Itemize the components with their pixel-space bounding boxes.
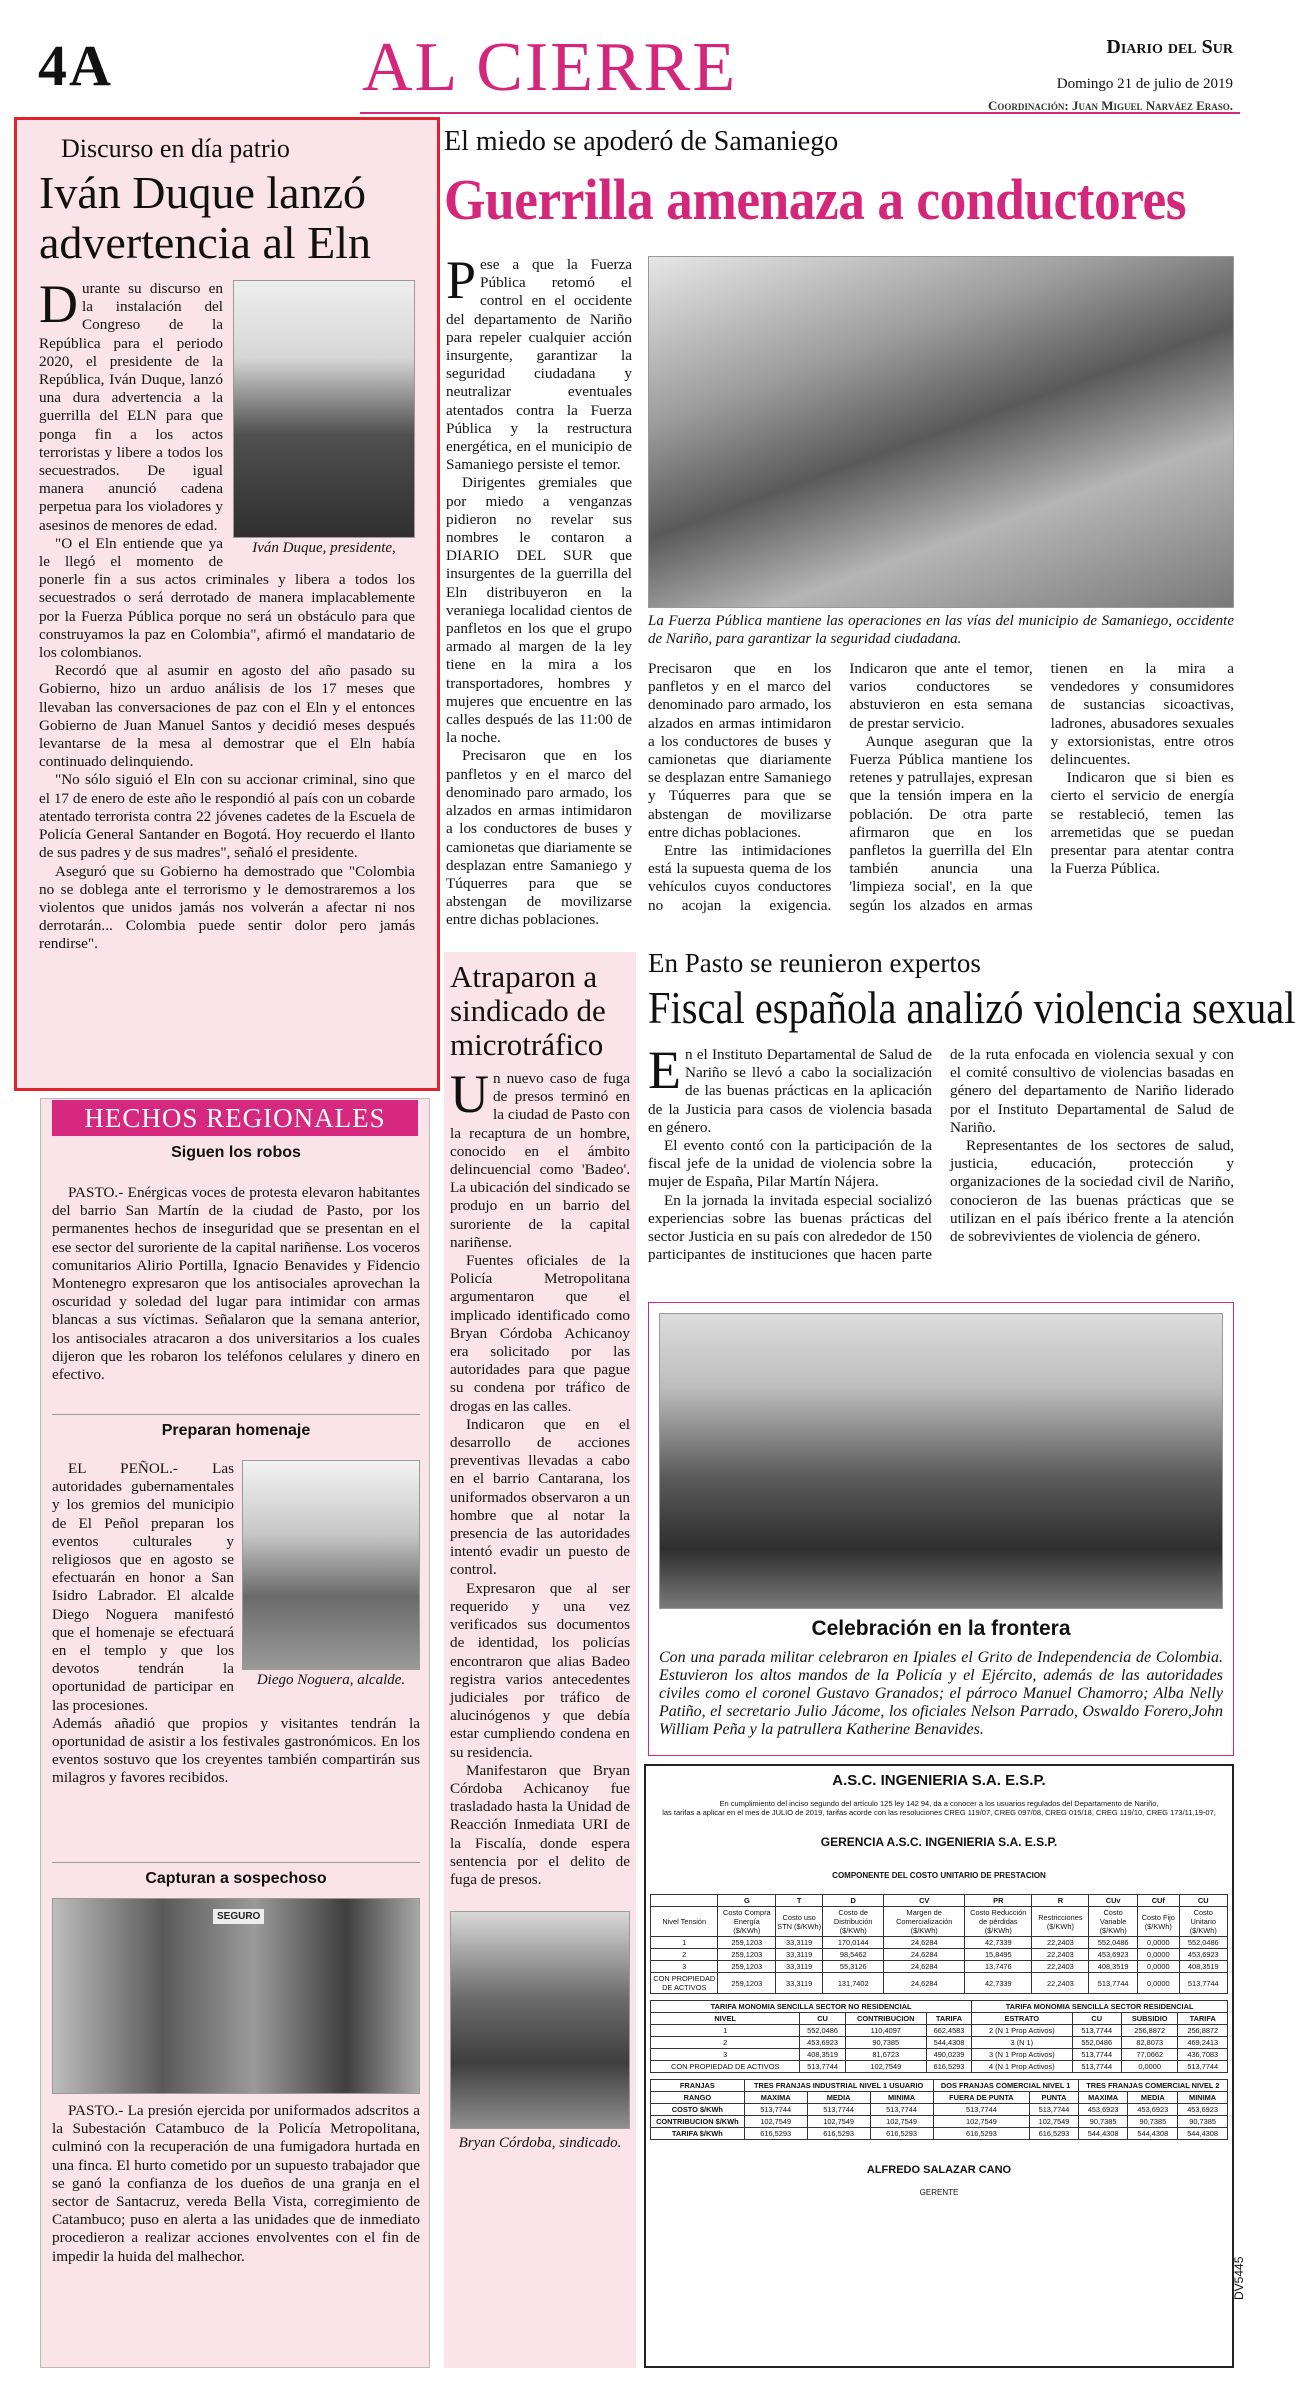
table-cell: 24,6284 (884, 1937, 965, 1949)
main-p1: Pese a que la Fuerza Pública retomó el control en el occidente del departamento de Nariño para repeler cualquier acción insurgente, garantizar la seguridad ciudadana y neutralizar eventuales atentados contra la Fuerza Pública y la restructura energética, en el municipio de Samaniego persiste el temor. (446, 250, 632, 474)
table-cell: 33,3119 (776, 1937, 823, 1949)
table-row (651, 1973, 1228, 1994)
t1-col-name: Costo Unitario ($/KWh) (1179, 1907, 1227, 1937)
table-cell: 77,0662 (1121, 2049, 1178, 2061)
main-p6: Indicaron que si bien es cierto el servicio de energía se restableció, temen las arremetidas que se puedan presentar para atentar contra la Fuerza Pública. (1050, 769, 1234, 878)
robos-title: Siguen los robos (171, 1144, 301, 1161)
table-cell: 102,7549 (845, 2061, 926, 2073)
table-cell: 55,3126 (823, 1961, 884, 1973)
table-cell: 513,7744 (1072, 2061, 1121, 2073)
table-cell: 552,0486 (1072, 2037, 1121, 2049)
t3-col: FUERA DE PUNTA (933, 2092, 1030, 2104)
frontera-photo (659, 1313, 1223, 1609)
duque-photo (233, 280, 415, 538)
table-cell: 616,5293 (744, 2128, 807, 2140)
table-cell: 513,7744 (1089, 1973, 1138, 1994)
table-cell: 436,7083 (1178, 2049, 1228, 2061)
duque-p2: "O el Eln entiende que ya le llegó el momento de ponerle fin a sus actos criminales y libera a todos los secuestrados o será derrotado de manera implacablemente por la Fuerza Pública porque no será un obstáculo para que construyamos la paz en Colombia", afirmó el mandatario de los colombianos. (39, 534, 415, 662)
table-cell: 98,5462 (823, 1949, 884, 1961)
table-cell: 513,7744 (933, 2104, 1030, 2116)
t1-col-name: Nivel Tensión (651, 1907, 718, 1937)
table-cell: 513,7744 (800, 2061, 845, 2073)
table-cell: 2 (651, 1949, 718, 1961)
t1-col-name: Costo Compra Energía ($/KWh) (718, 1907, 776, 1937)
ad-table1-title: COMPONENTE DEL COSTO UNITARIO DE PRESTACION (832, 1871, 1046, 1880)
ad-gerencia: GERENCIA A.S.C. INGENIERIA S.A. E.S.P. (820, 1835, 1058, 1849)
sospechoso-text: PASTO.- La presión ejercida por uniformados adscritos a la Subestación Catambuco de la Policía Metropolitana, culminó con la recuperación de una fumigadora hurtada en una finca. El hurto cometido por un supuesto trabajador que se ganó la confianza de los dueños de una granja en el sector de Santacruz, vereda Bella Vista, corregimiento de Catambuco; puso en alerta a las unidades que de inmediato procedieron a realizar acciones envolventes con el fin de impedir la huida del malhechor. (52, 2102, 420, 2265)
frontera-title: Celebración en la frontera (811, 1617, 1071, 1640)
table-cell: 22,2403 (1032, 1961, 1089, 1973)
seguro-sign: SEGURO (213, 1909, 264, 1924)
sospechoso-section (52, 1870, 420, 2266)
t3-col: MEDIA (1128, 2092, 1178, 2104)
ad-signer: ALFREDO SALAZAR CANO (866, 2164, 1012, 2176)
t1-col-letter: D (823, 1895, 884, 1907)
table-cell: 662,4583 (926, 2025, 971, 2037)
asc-ad (644, 1764, 1234, 2368)
t1-col-name: Costo de Distribución ($/KWh) (823, 1907, 884, 1937)
t2-left-title: TARIFA MONOMIA SENCILLA SECTOR NO RESIDENCIAL (651, 2001, 972, 2013)
sospechoso-title: Capturan a sospechoso (145, 1870, 327, 1887)
table-cell: 22,2403 (1032, 1973, 1089, 1994)
table-cell: 90,7385 (1078, 2116, 1128, 2128)
page-number: 4A (38, 33, 113, 98)
duque-story-box (14, 117, 440, 1091)
table-cell: 1 (651, 1937, 718, 1949)
table-cell: 3 (N 1 Prop Activos) (972, 2049, 1072, 2061)
t2-col: CU (800, 2013, 845, 2025)
ad-signer-title: GERENTE (919, 2188, 959, 2197)
table-cell: 22,2403 (1032, 1949, 1089, 1961)
main-photo (648, 256, 1234, 608)
t2-col: CONTRIBUCION (845, 2013, 926, 2025)
t1-col-name: Costo Variable ($/KWh) (1089, 1907, 1138, 1937)
main-lower-text (648, 660, 1234, 946)
table-cell: 42,7339 (965, 1973, 1032, 1994)
robos-section (52, 1144, 420, 1384)
micro-p5: Manifestaron que Bryan Córdoba Achicanoy fue trasladado hasta la Unidad de Reacción Inmediata URI de la Fiscalía, donde espera sentencia por el delito de fuga de presos. (450, 1761, 630, 1888)
table-cell: 90,7385 (1128, 2116, 1178, 2128)
t1-col-letter: G (718, 1895, 776, 1907)
table-row (651, 1937, 1228, 1949)
table-cell: 82,8073 (1121, 2037, 1178, 2049)
table-cell: 552,0486 (800, 2025, 845, 2037)
table-cell: 3 (N 1) (972, 2037, 1072, 2049)
table-cell: 453,6923 (1178, 2104, 1228, 2116)
table-cell: 256,8872 (1121, 2025, 1178, 2037)
section-title: AL CIERRE (362, 29, 738, 106)
table-cell: 513,7744 (744, 2104, 807, 2116)
main-kicker: El miedo se apoderó de Samaniego (444, 126, 839, 157)
table-cell: 544,4308 (1078, 2128, 1128, 2140)
t3-col: MEDIA (807, 2092, 870, 2104)
table-cell: CON PROPIEDAD DE ACTIVOS (651, 2061, 800, 2073)
table-cell: 3 (651, 1961, 718, 1973)
t3-group: TRES FRANJAS INDUSTRIAL NIVEL 1 USUARIO (744, 2080, 933, 2092)
table-cell: 33,3119 (776, 1973, 823, 1994)
table-cell: 490,0239 (926, 2049, 971, 2061)
t1-col-name: Costo Fijo ($/KWh) (1138, 1907, 1180, 1937)
micro-p3: Indicaron que en el desarrollo de acciones preventivas llevadas a cabo en el barrio Cantarana, los uniformados observaron a un hombre que al notar la presencia de las autoridades intentó evadir un puesto de control. (450, 1415, 630, 1579)
table-cell: 552,0486 (1179, 1937, 1227, 1949)
t3-col: MAXIMA (744, 2092, 807, 2104)
coordination-credit: Coordinación: Juan Miguel Narváez Eraso. (988, 98, 1233, 113)
table-cell: 453,6923 (1179, 1949, 1227, 1961)
table-cell: 453,6923 (1089, 1949, 1138, 1961)
table-cell: 0,0000 (1138, 1937, 1180, 1949)
t1-col-letter: CU (1179, 1895, 1227, 1907)
table-cell: 24,6284 (884, 1961, 965, 1973)
table-cell: 408,3519 (800, 2049, 845, 2061)
table-cell: 408,3519 (1179, 1961, 1227, 1973)
ad-code: DV5445 (1232, 2256, 1246, 2300)
table-cell: 544,4308 (1128, 2128, 1178, 2140)
table-cell: 616,5293 (926, 2061, 971, 2073)
table-cell: 408,3519 (1089, 1961, 1138, 1973)
t1-col-letter: R (1032, 1895, 1089, 1907)
table-cell: 513,7744 (1030, 2104, 1078, 2116)
t1-col-letter: CUf (1138, 1895, 1180, 1907)
fiscal-p3: En la jornada la invitada especial socializó experiencias sobre las buenas prácticas del sector Justicia en su país con alrededor de 150 participantes de instituciones que hacen parte de la ruta enfocada en violencia sexual y con el comité consultivo de violencias basadas en género del departamento de Nariño liderado por el Instituto Departamental de Salud de Nariño. (648, 1046, 1234, 1264)
micro-p1: Un nuevo caso de fuga de presos terminó en la ciudad de Pasto con la recaptura de un hombre, conocido en el ámbito delincuencial como 'Badeo'. La ubicación del sindicado se produjo en un barrio del suroriente de la capital nariñense. (450, 1064, 630, 1251)
t2-col: NIVEL (651, 2013, 800, 2025)
table-cell: 513,7744 (1178, 2061, 1228, 2073)
table-cell: 513,7744 (1072, 2049, 1121, 2061)
ad-company: A.S.C. INGENIERIA S.A. E.S.P. (832, 1772, 1046, 1789)
table-cell: 453,6923 (1078, 2104, 1128, 2116)
t3-col: MINIMA (870, 2092, 933, 2104)
table-cell: COSTO $/KWh (651, 2104, 745, 2116)
main-p5: Aunque aseguran que la Fuerza Pública mantiene los retenes y patrullajes, expresan que la tensión impera en la población. De otra parte afirmaron que en los panfletos la guerrilla del Eln también anuncia una 'limpieza social', en la que según los alzados en armas tienen en la mira a vendedores y consumidores de sustancias sicoactivas, ladrones, abusadores sexuales y extorsionistas, entre otros delincuentes. (849, 660, 1234, 914)
table-cell: 33,3119 (776, 1949, 823, 1961)
sospechoso-photo (52, 1898, 420, 2094)
main-headline: Guerrilla amenaza a conductores (444, 167, 1187, 232)
t2-col: TARIFA (1178, 2013, 1228, 2025)
table-cell: 90,7385 (1178, 2116, 1228, 2128)
table-cell: 616,5293 (870, 2128, 933, 2140)
duque-p1: Durante su discurso en la instalación del Congreso de la República para el periodo 2020, el presidente de la República, Iván Duque, lanzó una dura advertencia a la guerrilla del ELN para que ponga fin a los actos terroristas y libere a todos los secuestrados. De igual manera anunció cadena perpetua para los violadores y asesinos de menores de edad. (39, 274, 223, 534)
duque-p3: Recordó que al asumir en agosto del año pasado su Gobierno, hizo un arduo análisis de los 17 meses que llevaban las conversaciones de paz con el Eln y el entonces Gobierno de Juan Manuel Santos y decidió meses después levantarse de la mesa al demostrar que el Eln había continuado delinquiendo. (39, 662, 415, 771)
ad-notice-2: las tarifas a aplicar en el mes de JULIO de 2019, tarifas acorde con las resoluciones CREG 119/07, CREG 097/08, CREG 015/18, CREG 119/10, CREG 173/11,19-07, (662, 1808, 1216, 1817)
t1-col-letter: T (776, 1895, 823, 1907)
table-cell: 15,8495 (965, 1949, 1032, 1961)
table-cell: 453,6923 (1128, 2104, 1178, 2116)
t1-col-letter: PR (965, 1895, 1032, 1907)
table-cell: 102,7549 (1030, 2116, 1078, 2128)
table-cell: 22,2403 (1032, 1937, 1089, 1949)
table-cell: 513,7744 (807, 2104, 870, 2116)
table-cell: 513,7744 (870, 2104, 933, 2116)
table-cell: 2 (651, 2037, 800, 2049)
homenaje-text-1: EL PEÑOL.- Las autoridades gubernamentales y los gremios del municipio de El Peñol preparan los eventos culturales y religiosos que en agosto se efectuarán en honor a San Isidro Labrador. El alcalde Diego Noguera manifestó que el homenaje se efectuará en el templo y que los devotos tendrán la oportunidad de participar en las procesiones. (52, 1460, 234, 1714)
t1-col-name: Costo Reducción de pérdidas ($/KWh) (965, 1907, 1032, 1937)
t1-col-name: Costo uso STN ($/KWh) (776, 1907, 823, 1937)
cordoba-caption: Bryan Córdoba, sindicado. (458, 2135, 622, 2152)
newspaper-name: Diario del Sur (1106, 36, 1233, 58)
duque-headline: Iván Duque lanzó advertencia al Eln (39, 167, 372, 268)
t3-col: RANGO (651, 2092, 745, 2104)
micro-p4: Expresaron que al ser requerido y una vez verificados sus documentos de identidad, los policías encontraron que alias Badeo registra varios antecedentes judiciales por tráfico de alucinógenos y que debía estar cumpliendo condena en su residencia. (450, 1579, 630, 1761)
table-cell: 616,5293 (1030, 2128, 1078, 2140)
table-cell: 13,7476 (965, 1961, 1032, 1973)
hechos-divider-2 (52, 1862, 420, 1863)
table-cell: 544,4308 (1178, 2128, 1228, 2140)
homenaje-text-2: Además añadió que propios y visitantes tendrán la oportunidad de asistir a los festivales gastronómicos. En los eventos sostuvo que los creyentes también compartirán sus milagros y favores recibidos. (52, 1714, 420, 1787)
t3-col: PUNTA (1030, 2092, 1078, 2104)
tarifa-monomia-table (650, 2000, 1228, 2073)
homenaje-title: Preparan homenaje (161, 1422, 311, 1439)
table-cell: 24,6284 (884, 1949, 965, 1961)
fiscal-p4: Representantes de los sectores de salud, justicia, educación, protección y organizaciones de la sociedad civil de Nariño, conocieron de las buenas prácticas que se utilizan en el país ibérico frente a la atención de sobrevivientes de violencia de género. (950, 1137, 1234, 1246)
t3-col: MINIMA (1178, 2092, 1228, 2104)
homenaje-section (52, 1422, 420, 1788)
table-row (651, 1949, 1228, 1961)
table-cell: 110,4097 (845, 2025, 926, 2037)
hechos-banner: HECHOS REGIONALES (52, 1100, 418, 1136)
fiscal-headline: Fiscal española analizó violencia sexual (648, 982, 1295, 1033)
table-cell: 24,6284 (884, 1973, 965, 1994)
table-row (651, 1961, 1228, 1973)
duque-kicker: Discurso en día patrio (61, 134, 290, 163)
t1-col-letter: CUv (1089, 1895, 1138, 1907)
table-cell: 453,6923 (800, 2037, 845, 2049)
fiscal-kicker: En Pasto se reunieron expertos (648, 948, 981, 978)
microtrafico-headline: Atraparon a sindicado de microtráfico (450, 959, 606, 1062)
table-cell: 131,7402 (823, 1973, 884, 1994)
table-cell: CONTRIBUCION $/KWh (651, 2116, 745, 2128)
table-cell: 544,4308 (926, 2037, 971, 2049)
main-col-1 (446, 250, 632, 929)
duque-p5: Aseguró que su Gobierno ha demostrado que "Colombia no se doblega ante el terrorismo y le demostraremos a los violentos que unidos jamás nos volverán a afectar ni nos derrotarán... Colombia puede sentir dolor pero jamás rendirse". (39, 862, 415, 953)
t2-col: CU (1072, 2013, 1121, 2025)
table-cell: 0,0000 (1138, 1973, 1180, 1994)
fiscal-text (648, 1040, 1234, 1292)
t3-group: DOS FRANJAS COMERCIAL NIVEL 1 (933, 2080, 1078, 2092)
table-cell: 4 (N 1 Prop Activos) (972, 2061, 1072, 2073)
main-p3a: Precisaron que en los panfletos y en el marco del denominado paro armado, los alzados en armas intimidaron a los conductores de buses y camionetas que diariamente se desplazan entre Samaniego y Túquerres para que se abstengan de movilizarse entre dichas poblaciones. (446, 747, 632, 929)
table-row (651, 2025, 1228, 2037)
micro-p2: Fuentes oficiales de la Policía Metropolitana argumentaron que el implicado identificado como Bryan Córdoba Achicanoy era solicitado por las autoridades para que pague su condena por tráfico de drogas en las calles. (450, 1252, 630, 1415)
cost-component-table (650, 1894, 1228, 1994)
table-cell: 102,7549 (744, 2116, 807, 2128)
t2-col: TARIFA (926, 2013, 971, 2025)
table-cell: 3 (651, 2049, 800, 2061)
cordoba-photo (450, 1911, 630, 2129)
table-cell: 170,0144 (823, 1937, 884, 1949)
table-cell: 33,3119 (776, 1961, 823, 1973)
table-cell: 42,7339 (965, 1937, 1032, 1949)
table-row (651, 2104, 1228, 2116)
main-p4: Entre las intimidaciones está la supuesta quema de los vehículos cuyos conductores no acojan la exigencia. Indicaron que ante el temor, varios conductores se abstuvieron en esta semana de prestar servicio. (648, 660, 1033, 914)
table-cell: 102,7549 (870, 2116, 933, 2128)
table-cell: 1 (651, 2025, 800, 2037)
t2-col: ESTRATO (972, 2013, 1072, 2025)
table-row (651, 2061, 1228, 2073)
table-cell: 259,1203 (718, 1937, 776, 1949)
header-date: Domingo 21 de julio de 2019 (1056, 76, 1233, 92)
robos-text: PASTO.- Enérgicas voces de protesta elevaron habitantes del barrio San Martín de la ciudad de Pasto, por los permanentes hechos de inseguridad que se presentan en el ese sector del suroriente de la capital nariñense. Los voceros comunitarios Alirio Portilla, Ignacio Benavides y Fidencio Montenegro expresaron que los antisociales aprovechan la oscuridad y soledad del lugar para intimidar con armas blancas a sus víctimas. Señalaron que la semana anterior, los antisociales atracaron a dos universitarios a los cuales dijeron que les robaron los teléfonos celulares y dinero en efectivo. (52, 1184, 420, 1384)
franjas-table (650, 2079, 1228, 2140)
table-cell: 616,5293 (807, 2128, 870, 2140)
table-cell: 469,2413 (1178, 2037, 1228, 2049)
microtrafico-box (444, 952, 636, 2368)
duque-p4: "No sólo siguió el Eln con su accionar criminal, sino que el 17 de enero de este año le respondió al país con un cobarde atentado terrorista contra 22 jóvenes cadetes de la Escuela de Policía General Santander en Bogotá. Hoy recuerdo el llanto de sus padres y de sus madres", señaló el presidente. (39, 771, 415, 862)
t2-col: SUBSIDIO (1121, 2013, 1178, 2025)
table-cell: 0,0000 (1138, 1961, 1180, 1973)
table-cell: 81,6723 (845, 2049, 926, 2061)
table-cell: 256,8872 (1178, 2025, 1228, 2037)
table-cell: 0,0000 (1138, 1949, 1180, 1961)
t1-empty (651, 1895, 718, 1907)
t3-group: FRANJAS (651, 2080, 745, 2092)
table-row (651, 2128, 1228, 2140)
table-row (651, 2049, 1228, 2061)
main-photo-caption: La Fuerza Pública mantiene las operaciones en las vías del municipio de Samaniego, occidente de Nariño, para garantizar la seguridad ciudadana. (648, 613, 1234, 647)
table-cell: 513,7744 (1179, 1973, 1227, 1994)
table-cell: 513,7744 (1072, 2025, 1121, 2037)
noguera-caption: Diego Noguera, alcalde. (256, 1672, 406, 1688)
fiscal-p2: El evento contó con la participación de la fiscal jefe de la unidad de violencia sobre la mujer de España, Pilar Martín Nájera. (648, 1137, 932, 1191)
table-cell: 0,0000 (1121, 2061, 1178, 2073)
t1-col-letter: CV (884, 1895, 965, 1907)
table-cell: 2 (N 1 Prop Activos) (972, 2025, 1072, 2037)
table-row (651, 2116, 1228, 2128)
table-cell: 552,0486 (1089, 1937, 1138, 1949)
frontera-box (648, 1302, 1234, 1756)
ad-notice-1: En cumplimiento del inciso segundo del artículo 125 ley 142 94, da a conocer a los usuarios regulados del Departamento de Nariño, (719, 1799, 1159, 1808)
table-cell: 259,1203 (718, 1973, 776, 1994)
duque-photo-caption: Iván Duque, presidente, (252, 540, 396, 556)
table-cell: 259,1203 (718, 1949, 776, 1961)
table-cell: TARIFA $/KWh (651, 2128, 745, 2140)
table-cell: 102,7549 (933, 2116, 1030, 2128)
table-cell: 259,1203 (718, 1961, 776, 1973)
t3-group: TRES FRANJAS COMERCIAL NIVEL 2 (1078, 2080, 1227, 2092)
main-p2: Dirigentes gremiales que por miedo a venganzas pidieron no revelar sus nombres le contaron a DIARIO DEL SUR que insurgentes de la guerrilla del Eln distribuyeron en la veraniega localidad cientos de panfletos en los que el grupo armado al margen de la ley tiene en la mira a los transportadores, hombres y mujeres que encuentre en las calles después de las 11:00 de la noche. (446, 474, 632, 747)
t1-col-name: Restricciones ($/KWh) (1032, 1907, 1089, 1937)
table-cell: CON PROPIEDAD DE ACTIVOS (651, 1973, 718, 1994)
main-p3: Precisaron que en los panfletos y en el marco del denominado paro armado, los alzados en armas intimidaron a los conductores de buses y camionetas que diariamente se desplazan entre Samaniego y Túquerres para que se abstengan de movilizarse entre dichas poblaciones. (648, 660, 832, 841)
t1-col-name: Margen de Comercialización ($/KWh) (884, 1907, 965, 1937)
t3-col: MAXIMA (1078, 2092, 1128, 2104)
frontera-caption: Con una parada militar celebraron en Ipiales el Grito de Independencia de Colombia. Estuvieron los altos mandos de la Policía y el Ejército, además de las autoridades civiles como el coronel Gustavo Granados; el párroco Manuel Chamorro; Alba Nelly Patiño, el secretario Julio Jácome, los oficiales Nelson Parrado, Oswaldo Forero,John William Peña y la patrullera Katherine Benavides. (659, 1649, 1223, 1738)
table-cell: 90,7385 (845, 2037, 926, 2049)
t2-right-title: TARIFA MONOMIA SENCILLA SECTOR RESIDENCIAL (972, 2001, 1228, 2013)
noguera-photo (242, 1460, 420, 1670)
table-cell: 102,7549 (807, 2116, 870, 2128)
hechos-divider-1 (52, 1414, 420, 1415)
fiscal-p1: En el Instituto Departamental de Salud de Nariño se llevó a cabo la socialización de las buenas prácticas en la aplicación de la Justicia para casos de violencia basada en género. (648, 1040, 932, 1136)
table-row (651, 2037, 1228, 2049)
table-cell: 616,5293 (933, 2128, 1030, 2140)
